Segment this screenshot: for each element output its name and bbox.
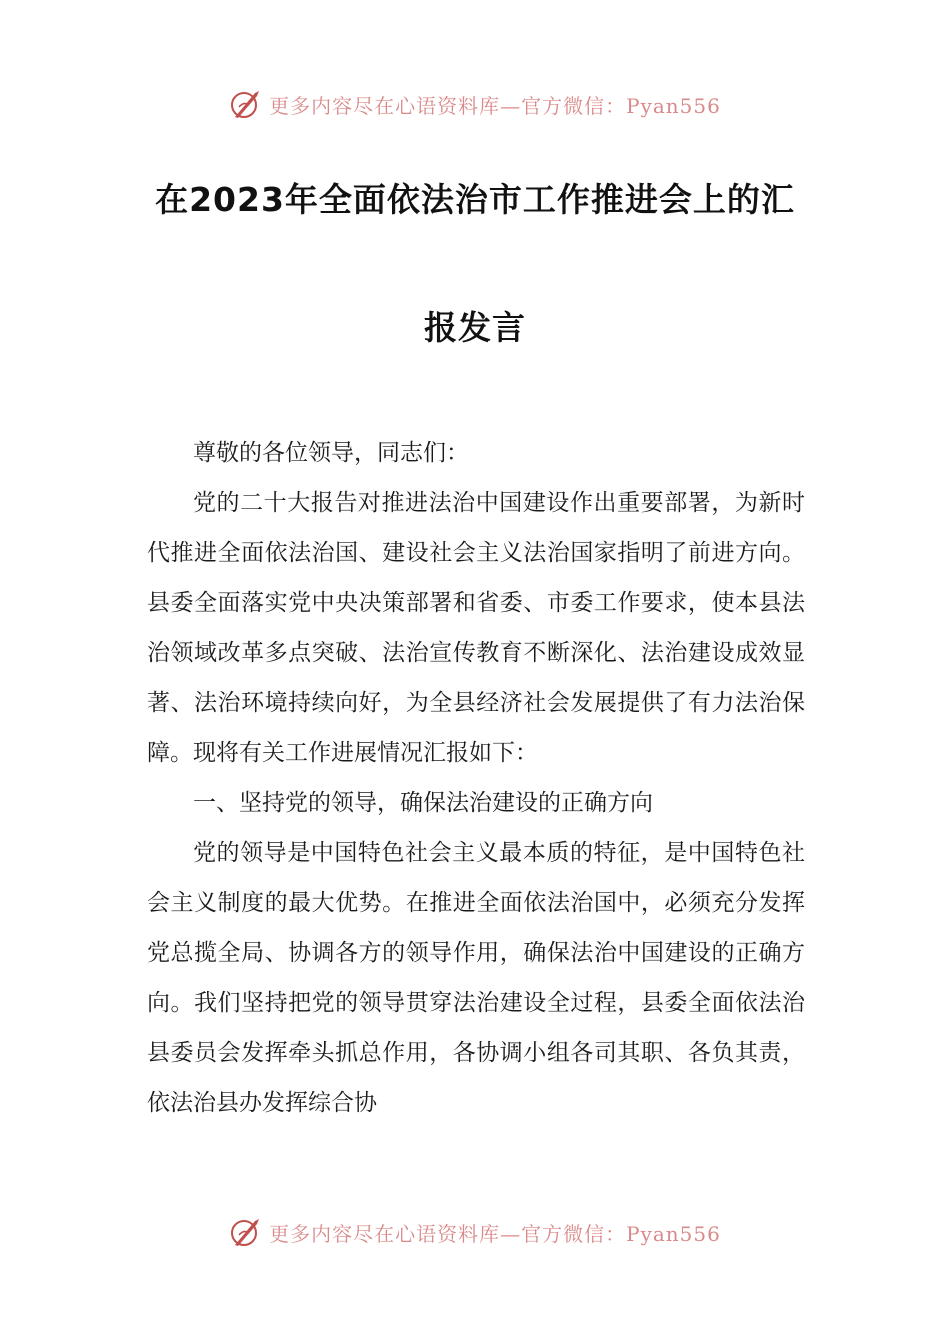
document-body	[147, 428, 805, 1128]
quill-logo-icon	[229, 1215, 263, 1249]
watermark-footer	[0, 1212, 950, 1252]
watermark-header	[0, 84, 950, 124]
section-heading: 一、坚持党的领导，确保法治建设的正确方向	[193, 790, 653, 816]
watermark-text: 更多内容尽在心语资料库—官方微信：Pyan556	[269, 93, 721, 118]
quill-logo-icon	[229, 87, 263, 121]
paragraph: 党的二十大报告对推进法治中国建设作出重要部署，为新时代推进全面依法治国、建设社会主义法治国家指明了前进方向。县委全面落实党中央决策部署和省委、市委工作要求，使本县法治领域改革多点突破、法治宣传教育不断深化、法治建设成效显著、法治环境持续向好，为全县经济社会发展提供了有力法治保障。现将有关工作进展情况汇报如下：	[147, 490, 805, 766]
salutation: 尊敬的各位领导，同志们：	[193, 440, 469, 466]
watermark-text: 更多内容尽在心语资料库—官方微信：Pyan556	[269, 1221, 721, 1246]
document-title-line-1: 在2023年全面依法治市工作推进会上的汇	[155, 180, 795, 219]
document-title-line-2: 报发言	[424, 308, 526, 347]
paragraph: 党的领导是中国特色社会主义最本质的特征，是中国特色社会主义制度的最大优势。在推进全面依法治国中，必须充分发挥党总揽全局、协调各方的领导作用，确保法治中国建设的正确方向。我们坚持把党的领导贯穿法治建设全过程，县委全面依法治县委员会发挥牵头抓总作用，各协调小组各司其职、各负其责，依法治县办发挥综合协	[147, 840, 805, 1116]
